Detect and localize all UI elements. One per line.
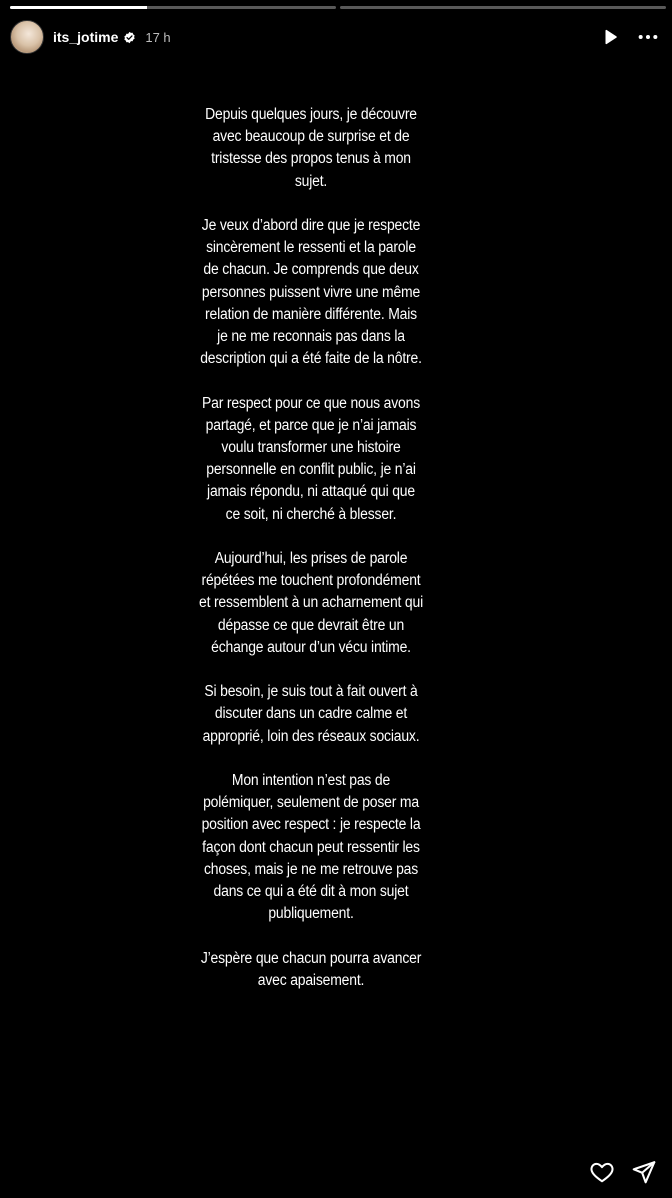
heart-icon bbox=[589, 1159, 615, 1185]
verified-badge-icon bbox=[123, 31, 136, 44]
story-paragraph-6: Mon intention n’est pas de polémiquer, seulement de poser ma position avec respect : je respecte la façon dont chacun peut ressentir les choses, mais je ne me retrouve pas dans ce qui a été dit à mon sujet publiquement. bbox=[201, 772, 421, 923]
play-button[interactable] bbox=[596, 23, 624, 51]
username[interactable]: its_jotime bbox=[53, 29, 119, 45]
story-progress-bar bbox=[10, 6, 666, 9]
more-options-button[interactable] bbox=[634, 23, 662, 51]
story-paragraph-5: Si besoin, je suis tout à fait ouvert à discuter dans un cadre calme et approprié, loin des réseaux sociaux. bbox=[202, 683, 420, 745]
progress-fill-1 bbox=[10, 6, 147, 9]
more-icon bbox=[637, 26, 659, 48]
story-paragraph-4: Aujourd’hui, les prises de parole répétées me touchent profondément et ressemblent à un acharnement qui dépasse ce que devrait être un échange autour d’un vécu intime. bbox=[198, 550, 424, 656]
send-icon bbox=[631, 1159, 657, 1185]
story-paragraph-3: Par respect pour ce que nous avons partagé, et parce que je n’ai jamais voulu transformer une histoire personnelle en conflit public, je n’ai jamais répondu, ni attaqué qui que ce soit, ni cherché à blesser. bbox=[202, 394, 420, 523]
story-header bbox=[10, 20, 662, 54]
progress-segment-1 bbox=[10, 6, 336, 9]
avatar[interactable] bbox=[10, 20, 44, 54]
share-button[interactable] bbox=[630, 1158, 658, 1186]
story-paragraph-7: J’espère que chacun pourra avancer avec apaisement. bbox=[200, 949, 422, 989]
story-paragraph-2: Je veux d’abord dire que je respecte sincèrement le ressenti et la parole de chacun. Je comprends que deux personnes puissent vivre une même relation de manière différente. Mais je ne me reconnais pas dans la description qui a été faite de la nôtre. bbox=[200, 217, 422, 368]
play-icon bbox=[601, 28, 619, 46]
time-ago: 17 h bbox=[145, 29, 171, 45]
story-actions bbox=[588, 1158, 658, 1186]
story-paragraph-1: Depuis quelques jours, je découvre avec beaucoup de surprise et de tristesse des propos tenus à mon sujet. bbox=[205, 106, 417, 190]
like-button[interactable] bbox=[588, 1158, 616, 1186]
progress-segment-2 bbox=[340, 6, 666, 9]
story-text bbox=[199, 104, 424, 1014]
